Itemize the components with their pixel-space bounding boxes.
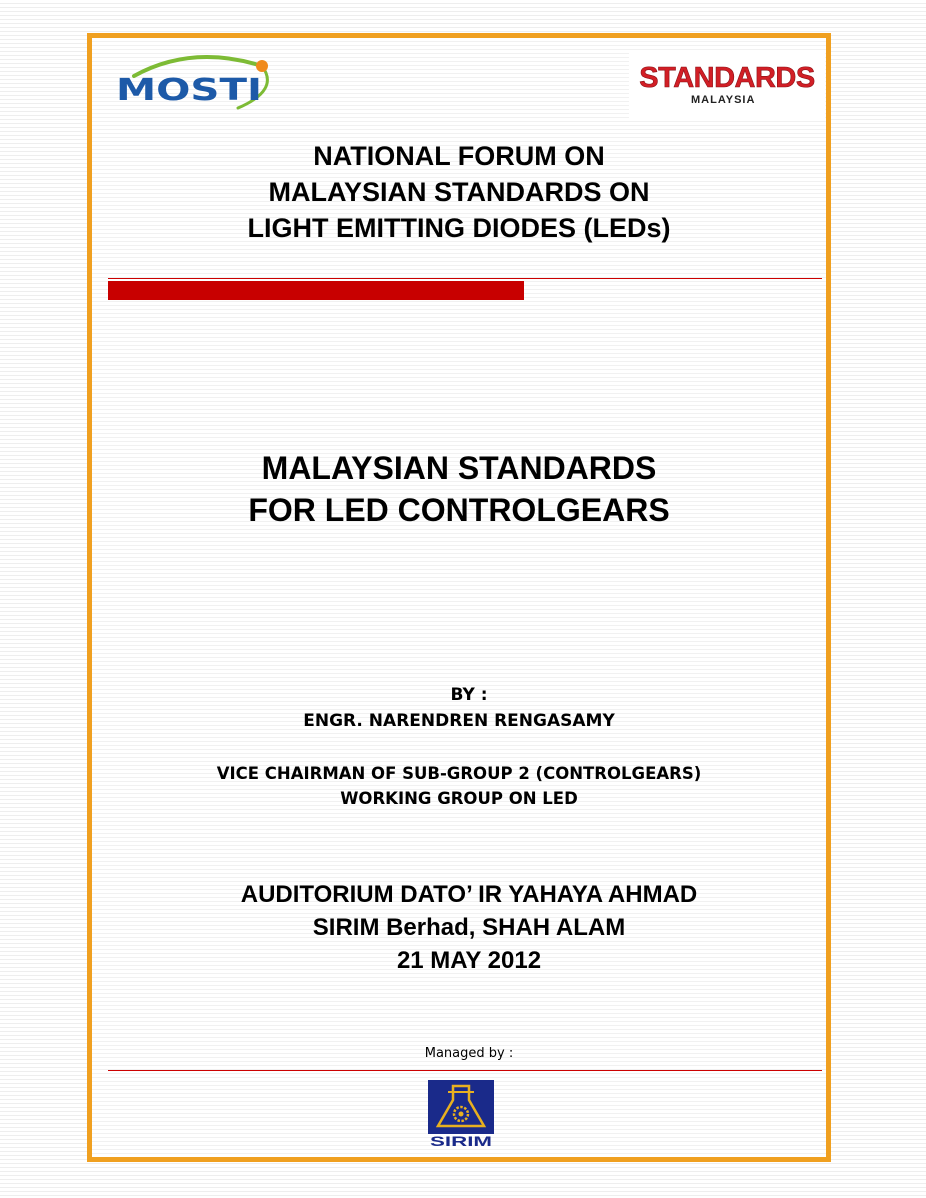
document-frame <box>87 33 831 1162</box>
venue-location: SIRIM Berhad, SHAH ALAM <box>312 914 626 941</box>
presenter-role-line: VICE CHAIRMAN OF SUB-GROUP 2 (CONTROLGEARS) <box>216 764 702 783</box>
forum-title-line: MALAYSIAN STANDARDS ON <box>268 177 650 207</box>
managed-by-label: Managed by : <box>424 1046 514 1061</box>
presenter-name: ENGR. NARENDREN RENGASAMY <box>303 711 615 731</box>
venue-name: AUDITORIUM DATO’ IR YAHAYA AHMAD <box>240 881 698 908</box>
mosti-logo-text: MOSTI <box>116 73 262 108</box>
presentation-title <box>92 447 826 531</box>
standards-logo-subtitle: MALAYSIA <box>691 94 756 106</box>
presenter-role <box>92 761 826 811</box>
event-date: 21 MAY 2012 <box>396 947 542 974</box>
forum-title <box>92 138 826 246</box>
sirim-logo <box>420 1080 502 1148</box>
mosti-logo-dot <box>256 60 268 72</box>
by-label: BY : <box>450 685 488 705</box>
presentation-title-line: MALAYSIAN STANDARDS <box>261 450 657 486</box>
title-divider-thin <box>108 278 822 279</box>
standards-malaysia-logo <box>629 50 825 120</box>
venue-block <box>92 878 846 977</box>
title-divider-thick <box>108 281 524 300</box>
standards-logo-title: STANDARDS <box>639 62 815 94</box>
presenter-role-line: WORKING GROUP ON LED <box>340 789 578 808</box>
presentation-title-line: FOR LED CONTROLGEARS <box>248 492 670 528</box>
forum-title-line: NATIONAL FORUM ON <box>313 141 605 171</box>
mosti-logo <box>112 50 278 114</box>
sirim-logo-text: SIRIM <box>430 1133 492 1148</box>
footer-divider <box>108 1070 822 1071</box>
forum-title-line: LIGHT EMITTING DIODES (LEDs) <box>247 213 671 243</box>
